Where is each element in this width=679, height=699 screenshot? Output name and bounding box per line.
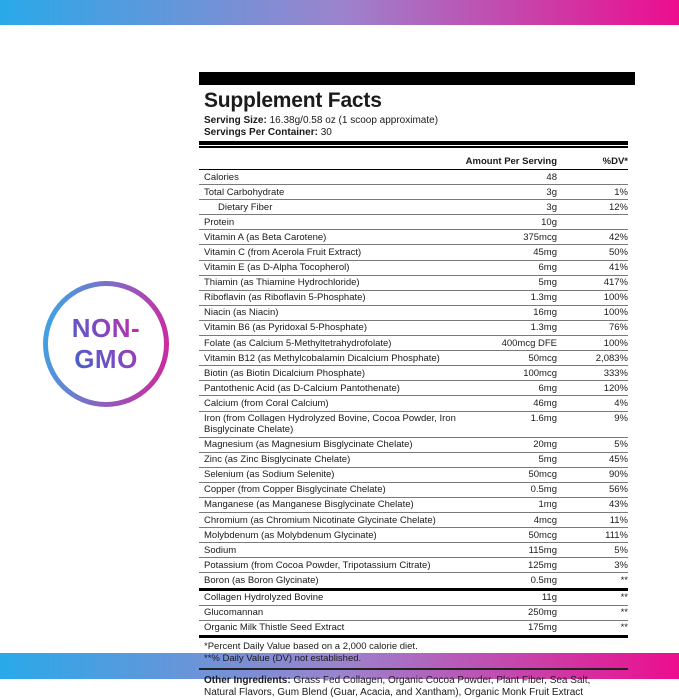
footnote-daily-value: *Percent Daily Value based on a 2,000 calorie diet.: [204, 641, 418, 653]
nutrient-dv: 4%: [614, 397, 628, 409]
nutrient-dv: 120%: [603, 382, 628, 394]
table-row: [199, 588, 628, 605]
nutrient-amount: 16mg: [533, 307, 557, 319]
nutrient-amount: 3g: [546, 186, 557, 198]
table-row: [199, 229, 628, 244]
table-row: [199, 170, 628, 184]
nutrient-name: Glucomannan: [204, 607, 264, 619]
panel-top-black-bar: [199, 72, 635, 85]
footnotes: [204, 641, 628, 664]
nutrient-dv: 9%: [614, 413, 628, 424]
nutrient-dv: 12%: [608, 201, 628, 213]
nutrient-name: Calcium (from Coral Calcium): [204, 397, 329, 409]
other-ingredients-rule: [199, 668, 628, 670]
nutrient-dv: **: [620, 592, 628, 604]
nutrient-dv: 41%: [608, 262, 628, 274]
nutrient-dv: 100%: [603, 337, 628, 349]
nutrient-dv: 1%: [614, 186, 628, 198]
nutrient-amount: 115mg: [528, 544, 557, 556]
nutrient-amount: 45mg: [533, 246, 557, 258]
nutrient-amount: 46mg: [533, 397, 557, 409]
footnote-dv-not-established: **% Daily Value (DV) not established.: [204, 652, 362, 664]
nutrient-dv: **: [620, 574, 628, 586]
table-row: [199, 320, 628, 335]
non-gmo-badge-inner: [48, 286, 164, 402]
nutrient-name: Protein: [204, 216, 235, 228]
top-gradient-bar: [0, 0, 679, 25]
nutrient-name: Pantothenic Acid (as D-Calcium Pantothenate): [204, 382, 400, 394]
table-row: [199, 411, 628, 437]
table-row: [199, 275, 628, 290]
nutrient-dv: 43%: [608, 499, 628, 511]
servings-per-container-line: [204, 127, 628, 139]
table-row: [199, 542, 628, 557]
servings-per-container-value: 30: [317, 126, 332, 138]
nutrient-dv: 333%: [603, 367, 628, 379]
nutrient-name: Potassium (from Cocoa Powder, Tripotassium Citrate): [204, 559, 431, 571]
table-row: [199, 557, 628, 572]
servings-per-container-label: Servings Per Container:: [204, 126, 318, 138]
nutrient-dv: 100%: [603, 307, 628, 319]
nutrient-name: Vitamin C (from Acerola Fruit Extract): [204, 246, 362, 258]
table-row: [199, 437, 628, 452]
nutrient-amount: 400mcg DFE: [501, 337, 557, 349]
nutrient-name: Sodium: [204, 544, 237, 556]
nutrient-name: Manganese (as Manganese Bisglycinate Chelate): [204, 499, 414, 511]
nutrient-name: Vitamin E (as D-Alpha Tocopherol): [204, 262, 350, 274]
nutrient-amount: 125mg: [527, 559, 557, 571]
table-header-row: [199, 152, 628, 170]
nutrient-name: Collagen Hydrolyzed Bovine: [204, 592, 324, 604]
nutrient-name: Iron (from Collagen Hydrolyzed Bovine, Cocoa Powder, Iron Bisglycinate Chelate): [204, 413, 456, 435]
nutrient-dv: 5%: [614, 439, 628, 451]
table-row: [199, 214, 628, 229]
nutrient-name: Total Carbohydrate: [204, 186, 285, 198]
nutrient-name: Biotin (as Biotin Dicalcium Phosphate): [204, 367, 366, 379]
non-gmo-badge-text: [72, 313, 140, 375]
nutrient-dv: **: [620, 622, 628, 634]
table-row: [199, 512, 628, 527]
nutrient-name: Organic Milk Thistle Seed Extract: [204, 622, 345, 634]
nutrient-name: Calories: [204, 171, 239, 183]
nutrient-dv: 42%: [608, 231, 628, 243]
nutrient-amount: 1.3mg: [530, 292, 557, 304]
supplement-facts-panel: [199, 72, 635, 699]
nutrient-dv: **: [620, 607, 628, 619]
nutrient-amount: 5mg: [538, 454, 557, 466]
nutrient-dv: 50%: [608, 246, 628, 258]
nutrient-dv: 2,083%: [595, 352, 628, 364]
nutrient-amount: 6mg: [538, 262, 557, 274]
nutrient-amount: 175mg: [527, 622, 557, 634]
nutrient-name: Copper (from Copper Bisglycinate Chelate): [204, 484, 386, 496]
table-row: [199, 482, 628, 497]
other-ingredients-text: Grass Fed Collagen, Organic Cocoa Powder, Plant Fiber, Sea Salt, Natural Flavors, Gum Blend (Guar, Acacia, and Xantham), Organic Monk Fruit Extract: [204, 675, 591, 699]
nutrient-dv: 11%: [609, 514, 628, 526]
table-row: [199, 305, 628, 320]
table-row: [199, 335, 628, 350]
table-row: [199, 199, 628, 214]
table-row: [199, 350, 628, 365]
nutrient-name: Magnesium (as Magnesium Bisglycinate Chelate): [204, 439, 413, 451]
nutrient-table: [199, 170, 628, 635]
non-gmo-badge: [43, 281, 169, 407]
nutrient-name: Selenium (as Sodium Selenite): [204, 469, 335, 481]
nutrient-amount: 3g: [546, 201, 557, 213]
nutrient-name: Vitamin A (as Beta Carotene): [204, 231, 327, 243]
header-percent-dv: %DV*: [602, 156, 628, 167]
table-row: [199, 572, 628, 587]
nutrient-dv: 5%: [614, 544, 628, 556]
nutrient-amount: 20mg: [533, 439, 557, 451]
table-row: [199, 290, 628, 305]
nutrient-name: Vitamin B12 (as Methylcobalamin Dicalcium Phosphate): [204, 352, 440, 364]
panel-title: Supplement Facts: [204, 89, 382, 112]
nutrient-amount: 5mg: [538, 277, 557, 289]
nutrient-amount: 48: [546, 171, 557, 183]
nutrient-name: Molybdenum (as Molybdenum Glycinate): [204, 529, 377, 541]
nutrient-amount: 375mcg: [523, 231, 557, 243]
table-row: [199, 380, 628, 395]
nutrient-dv: 100%: [603, 292, 628, 304]
nutrient-name: Riboflavin (as Riboflavin 5-Phosphate): [204, 292, 366, 304]
table-row: [199, 497, 628, 512]
non-gmo-line1: NON-: [71, 313, 141, 343]
nutrient-name: Dietary Fiber: [218, 201, 273, 213]
nutrient-dv: 90%: [608, 469, 628, 481]
nutrient-dv: [557, 172, 628, 183]
other-ingredients-label: Other Ingredients:: [204, 675, 291, 687]
nutrient-name: Boron (as Boron Glycinate): [204, 574, 319, 586]
nutrient-dv: 45%: [608, 454, 628, 466]
table-row: [199, 605, 628, 620]
other-ingredients: [204, 675, 623, 699]
table-row: [199, 395, 628, 410]
nutrient-amount: 250mg: [527, 607, 557, 619]
table-row: [199, 184, 628, 199]
nutrient-name: Thiamin (as Thiamine Hydrochloride): [204, 277, 360, 289]
nutrient-amount: 50mcg: [528, 352, 557, 364]
nutrient-amount: 1.6mg: [530, 413, 557, 424]
serving-size-label: Serving Size:: [204, 115, 267, 126]
table-end-bar: [199, 635, 628, 639]
nutrient-amount: 1.3mg: [530, 322, 557, 334]
table-row: [199, 244, 628, 259]
table-row: [199, 620, 628, 635]
nutrient-amount: 100mcg: [523, 367, 557, 379]
serving-size-line: [204, 115, 628, 127]
table-row: [199, 260, 628, 275]
table-row: [199, 527, 628, 542]
nutrient-dv: 56%: [608, 484, 628, 496]
table-row: [199, 452, 628, 467]
nutrient-amount: 6mg: [538, 382, 557, 394]
nutrient-amount: 4mcg: [533, 514, 557, 526]
nutrient-amount: 10g: [541, 216, 557, 228]
serving-size-value: 16.38g/0.58 oz (1 scoop approximate): [266, 115, 439, 126]
nutrient-dv: 111%: [605, 529, 628, 541]
nutrient-name: Zinc (as Zinc Bisglycinate Chelate): [204, 454, 351, 466]
table-row: [199, 467, 628, 482]
nutrient-dv: 417%: [603, 277, 628, 289]
nutrient-dv: [557, 217, 628, 228]
nutrient-name: Folate (as Calcium 5-Methyltetrahydrofolate): [204, 337, 392, 349]
nutrient-amount: 0.5mg: [530, 484, 557, 496]
table-row: [199, 365, 628, 380]
nutrient-dv: 3%: [614, 559, 628, 571]
nutrient-amount: 1mg: [538, 499, 557, 511]
non-gmo-line2: GMO: [74, 344, 138, 374]
nutrient-name: Chromium (as Chromium Nicotinate Glycinate Chelate): [204, 514, 436, 526]
nutrient-dv: 76%: [608, 322, 628, 334]
header-amount-per-serving: Amount Per Serving: [465, 156, 557, 167]
nutrient-amount: 50mcg: [528, 529, 557, 541]
nutrient-name: Niacin (as Niacin): [204, 307, 279, 319]
nutrient-amount: 0.5mg: [530, 574, 557, 586]
nutrient-amount: 11g: [541, 592, 557, 604]
nutrient-name: Vitamin B6 (as Pyridoxal 5-Phosphate): [204, 322, 367, 334]
nutrient-amount: 50mcg: [528, 469, 557, 481]
double-rule: [199, 141, 628, 148]
